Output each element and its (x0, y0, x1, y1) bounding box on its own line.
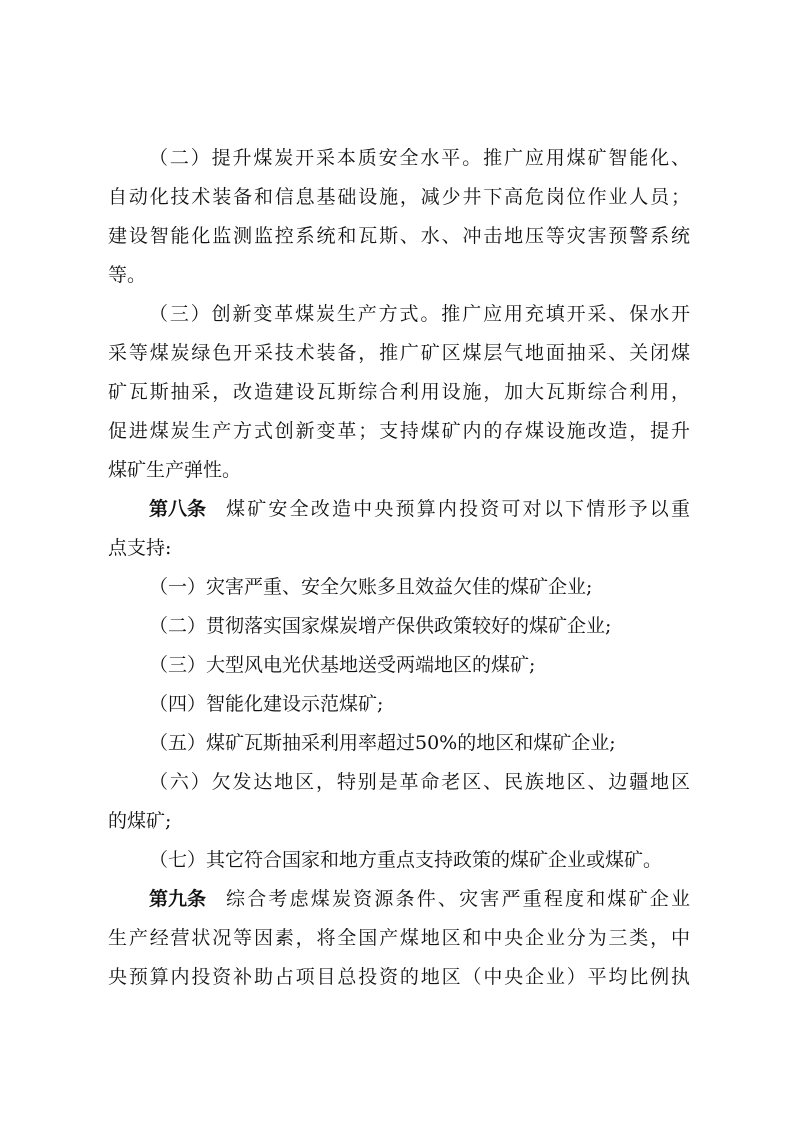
paragraph-line: 矿瓦斯抽采，改造建设瓦斯综合利用设施，加大瓦斯综合利用， (108, 381, 690, 403)
list-item: （七）其它符合国家和地方重点支持政策的煤矿企业或煤矿。 (149, 849, 663, 871)
article-text: 煤矿安全改造中央预算内投资可对以下情形予以重 (226, 498, 690, 520)
paragraph-line: （三）创新变革煤炭生产方式。推广应用充填开采、保水开 (149, 303, 690, 325)
list-item: （四）智能化建设示范煤矿; (149, 693, 384, 715)
paragraph-line: 采等煤炭绿色开采技术装备，推广矿区煤层气地面抽采、关闭煤 (108, 342, 690, 364)
paragraph-line: 央预算内投资补助占项目总投资的地区（中央企业）平均比例执 (108, 966, 690, 988)
list-item: （二）贯彻落实国家煤炭增产保供政策较好的煤矿企业; (149, 615, 612, 637)
list-item: （六）欠发达地区，特别是革命老区、民族地区、边疆地区 (149, 771, 690, 793)
article-9-line (108, 880, 690, 919)
paragraph-line: 促进煤炭生产方式创新变革；支持煤矿内的存煤设施改造，提升 (108, 420, 690, 442)
list-item: （三）大型风电光伏基地送受两端地区的煤矿; (149, 654, 536, 676)
article-text: 综合考虑煤炭资源条件、灾害严重程度和煤矿企业 (226, 888, 690, 910)
list-item: （一）灾害严重、安全欠账多且效益欠佳的煤矿企业; (149, 576, 593, 598)
article-heading: 第八条 (149, 498, 207, 520)
paragraph-line: （二）提升煤炭开采本质安全水平。推广应用煤矿智能化、 (149, 147, 690, 169)
paragraph-line: 等。 (108, 264, 147, 286)
list-item: 的煤矿; (108, 810, 172, 832)
paragraph-line: 点支持: (108, 537, 172, 559)
document-page (108, 139, 690, 997)
article-heading: 第九条 (149, 888, 207, 910)
paragraph-line: 煤矿生产弹性。 (108, 459, 242, 481)
paragraph-line: 生产经营状况等因素，将全国产煤地区和中央企业分为三类，中 (108, 927, 690, 949)
paragraph-line: 建设智能化监测监控系统和瓦斯、水、冲击地压等灾害预警系统 (108, 225, 690, 247)
paragraph-line: 自动化技术装备和信息基础设施，减少井下高危岗位作业人员； (108, 186, 690, 208)
article-8-line (108, 490, 690, 529)
list-item: （五）煤矿瓦斯抽采利用率超过50%的地区和煤矿企业; (149, 732, 616, 754)
